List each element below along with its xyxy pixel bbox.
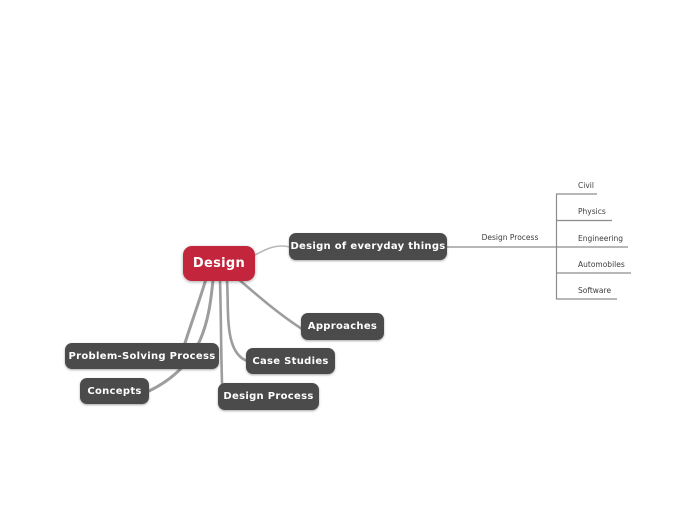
node-concepts[interactable]: [80, 378, 149, 404]
node-label: Case Studies: [252, 355, 329, 367]
outline-node-software[interactable]: Software: [578, 286, 612, 295]
node-approaches[interactable]: [301, 313, 384, 340]
node-label: Problem-Solving Process: [68, 350, 216, 362]
outline-node-design-process[interactable]: Design Process: [481, 233, 539, 242]
root-node-design[interactable]: [183, 246, 255, 281]
node-label: Approaches: [307, 321, 378, 332]
node-label: Design Process: [223, 391, 314, 402]
outline-node-automobiles[interactable]: Automobiles: [578, 260, 625, 269]
edge-root-to-concepts: [149, 280, 213, 391]
edge-root-to-design-process-node: [220, 280, 222, 383]
node-problem-solving-process[interactable]: [65, 343, 219, 369]
node-label: Concepts: [87, 385, 142, 397]
outline-node-civil[interactable]: Civil: [578, 181, 594, 190]
root-node-label: Design: [192, 256, 246, 271]
node-case-studies[interactable]: [246, 348, 335, 374]
edge-root-to-approaches: [237, 278, 302, 329]
node-design-process[interactable]: [218, 383, 319, 410]
edge-root-to-case-studies: [227, 280, 247, 361]
node-label: Design of everyday things: [290, 241, 446, 252]
outline-node-physics[interactable]: Physics: [578, 207, 606, 216]
edge-root-to-design-of-everyday-things: [253, 246, 290, 256]
node-design-of-everyday-things[interactable]: [289, 233, 447, 260]
outline-node-engineering[interactable]: Engineering: [578, 234, 623, 243]
